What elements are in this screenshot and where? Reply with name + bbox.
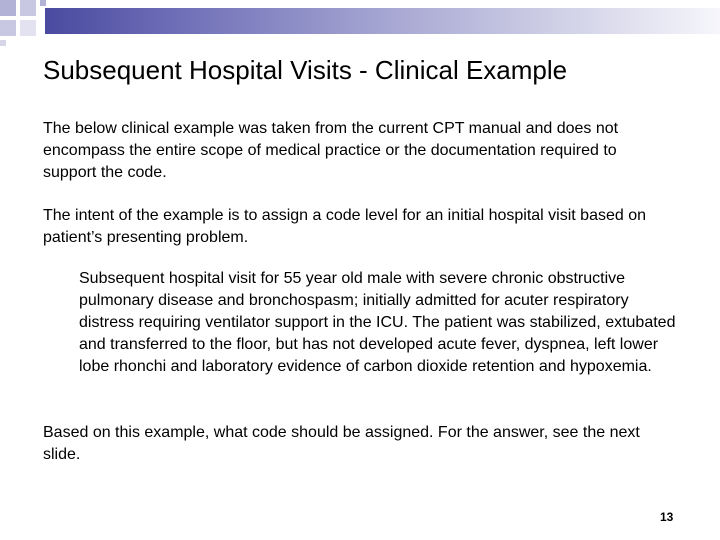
corner-square-decoration (40, 0, 46, 6)
question-paragraph: Based on this example, what code should be assigned. For the answer, see the next slide. (43, 424, 640, 463)
corner-square-decoration (20, 20, 36, 36)
intro-paragraph: The below clinical example was taken from the current CPT manual and does not encompass the entire scope of medical practice or the documentation required to support the code. (43, 120, 619, 181)
page-number: 13 (660, 510, 674, 524)
clinical-example-paragraph: Subsequent hospital visit for 55 year old male with severe chronic obstructive pulmonary disease and bronchospasm; initially admitted for acuter respiratory distress requiring ventilator support in the ICU. The patient was stabilized, extubated and transferred to the floor, but has not developed acute fever, dyspnea, left lower lobe rhonchi and laboratory evidence of carbon dioxide retention and hypoxemia. (79, 270, 676, 375)
corner-square-decoration (0, 20, 16, 36)
intent-paragraph: The intent of the example is to assign a code level for an initial hospital visit based on patient’s presenting problem. (43, 207, 647, 246)
corner-square-decoration (0, 40, 6, 46)
header-gradient-band (45, 8, 720, 34)
corner-square-decoration (0, 0, 16, 16)
corner-square-decoration (20, 0, 36, 16)
slide-title: Subsequent Hospital Visits - Clinical Example (43, 55, 568, 85)
